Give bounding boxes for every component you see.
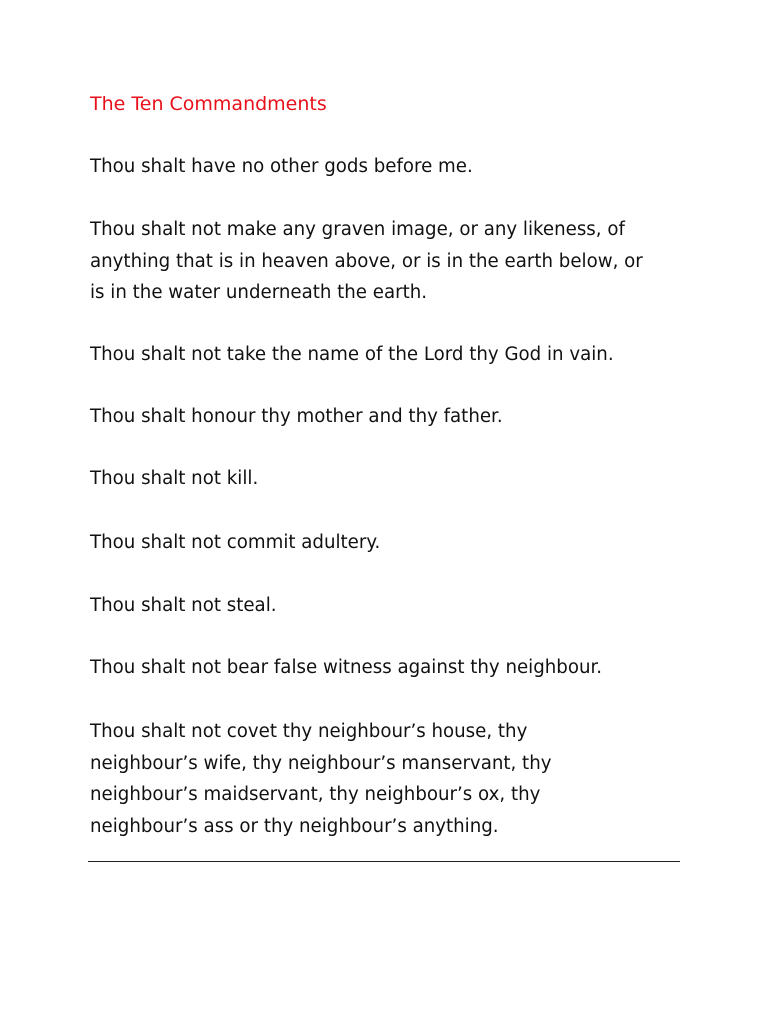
document-title: The Ten Commandments [90, 93, 327, 115]
commandment-8-line-1: Thou shalt not bear false witness against thy neighbour. [90, 657, 603, 678]
commandment-1-line-1: Thou shalt have no other gods before me. [90, 156, 473, 177]
commandment-2-line-3: is in the water underneath the earth. [90, 282, 428, 303]
commandment-9 [90, 716, 690, 842]
commandment-7-line-1: Thou shalt not steal. [90, 595, 277, 616]
commandment-2-line-2: anything that is in heaven above, or is in the earth below, or [90, 250, 643, 272]
commandment-9-line-4: neighbour’s ass or thy neighbour’s anything. [90, 815, 499, 837]
commandment-2 [90, 214, 690, 309]
commandment-2-line-1: Thou shalt not make any graven image, or any likeness, of [90, 219, 625, 240]
commandment-9-line-3: neighbour’s maidservant, thy neighbour’s ox, thy [90, 784, 541, 805]
commandment-5-line-1: Thou shalt not kill. [90, 468, 259, 489]
commandment-5 [90, 463, 690, 495]
commandment-6 [90, 527, 690, 559]
commandment-3 [90, 339, 690, 371]
commandment-8 [90, 652, 690, 684]
commandment-9-line-1: Thou shalt not covet thy neighbour’s house, thy [90, 721, 528, 742]
commandment-9-line-2: neighbour’s wife, thy neighbour’s manservant, thy [90, 752, 552, 774]
commandment-4 [90, 401, 690, 433]
commandment-3-line-1: Thou shalt not take the name of the Lord thy God in vain. [90, 344, 614, 365]
commandment-1 [90, 151, 690, 183]
commandment-7 [90, 590, 690, 622]
horizontal-rule [88, 861, 680, 862]
commandment-6-line-1: Thou shalt not commit adultery. [90, 532, 381, 553]
commandment-4-line-1: Thou shalt honour thy mother and thy father. [90, 406, 503, 427]
